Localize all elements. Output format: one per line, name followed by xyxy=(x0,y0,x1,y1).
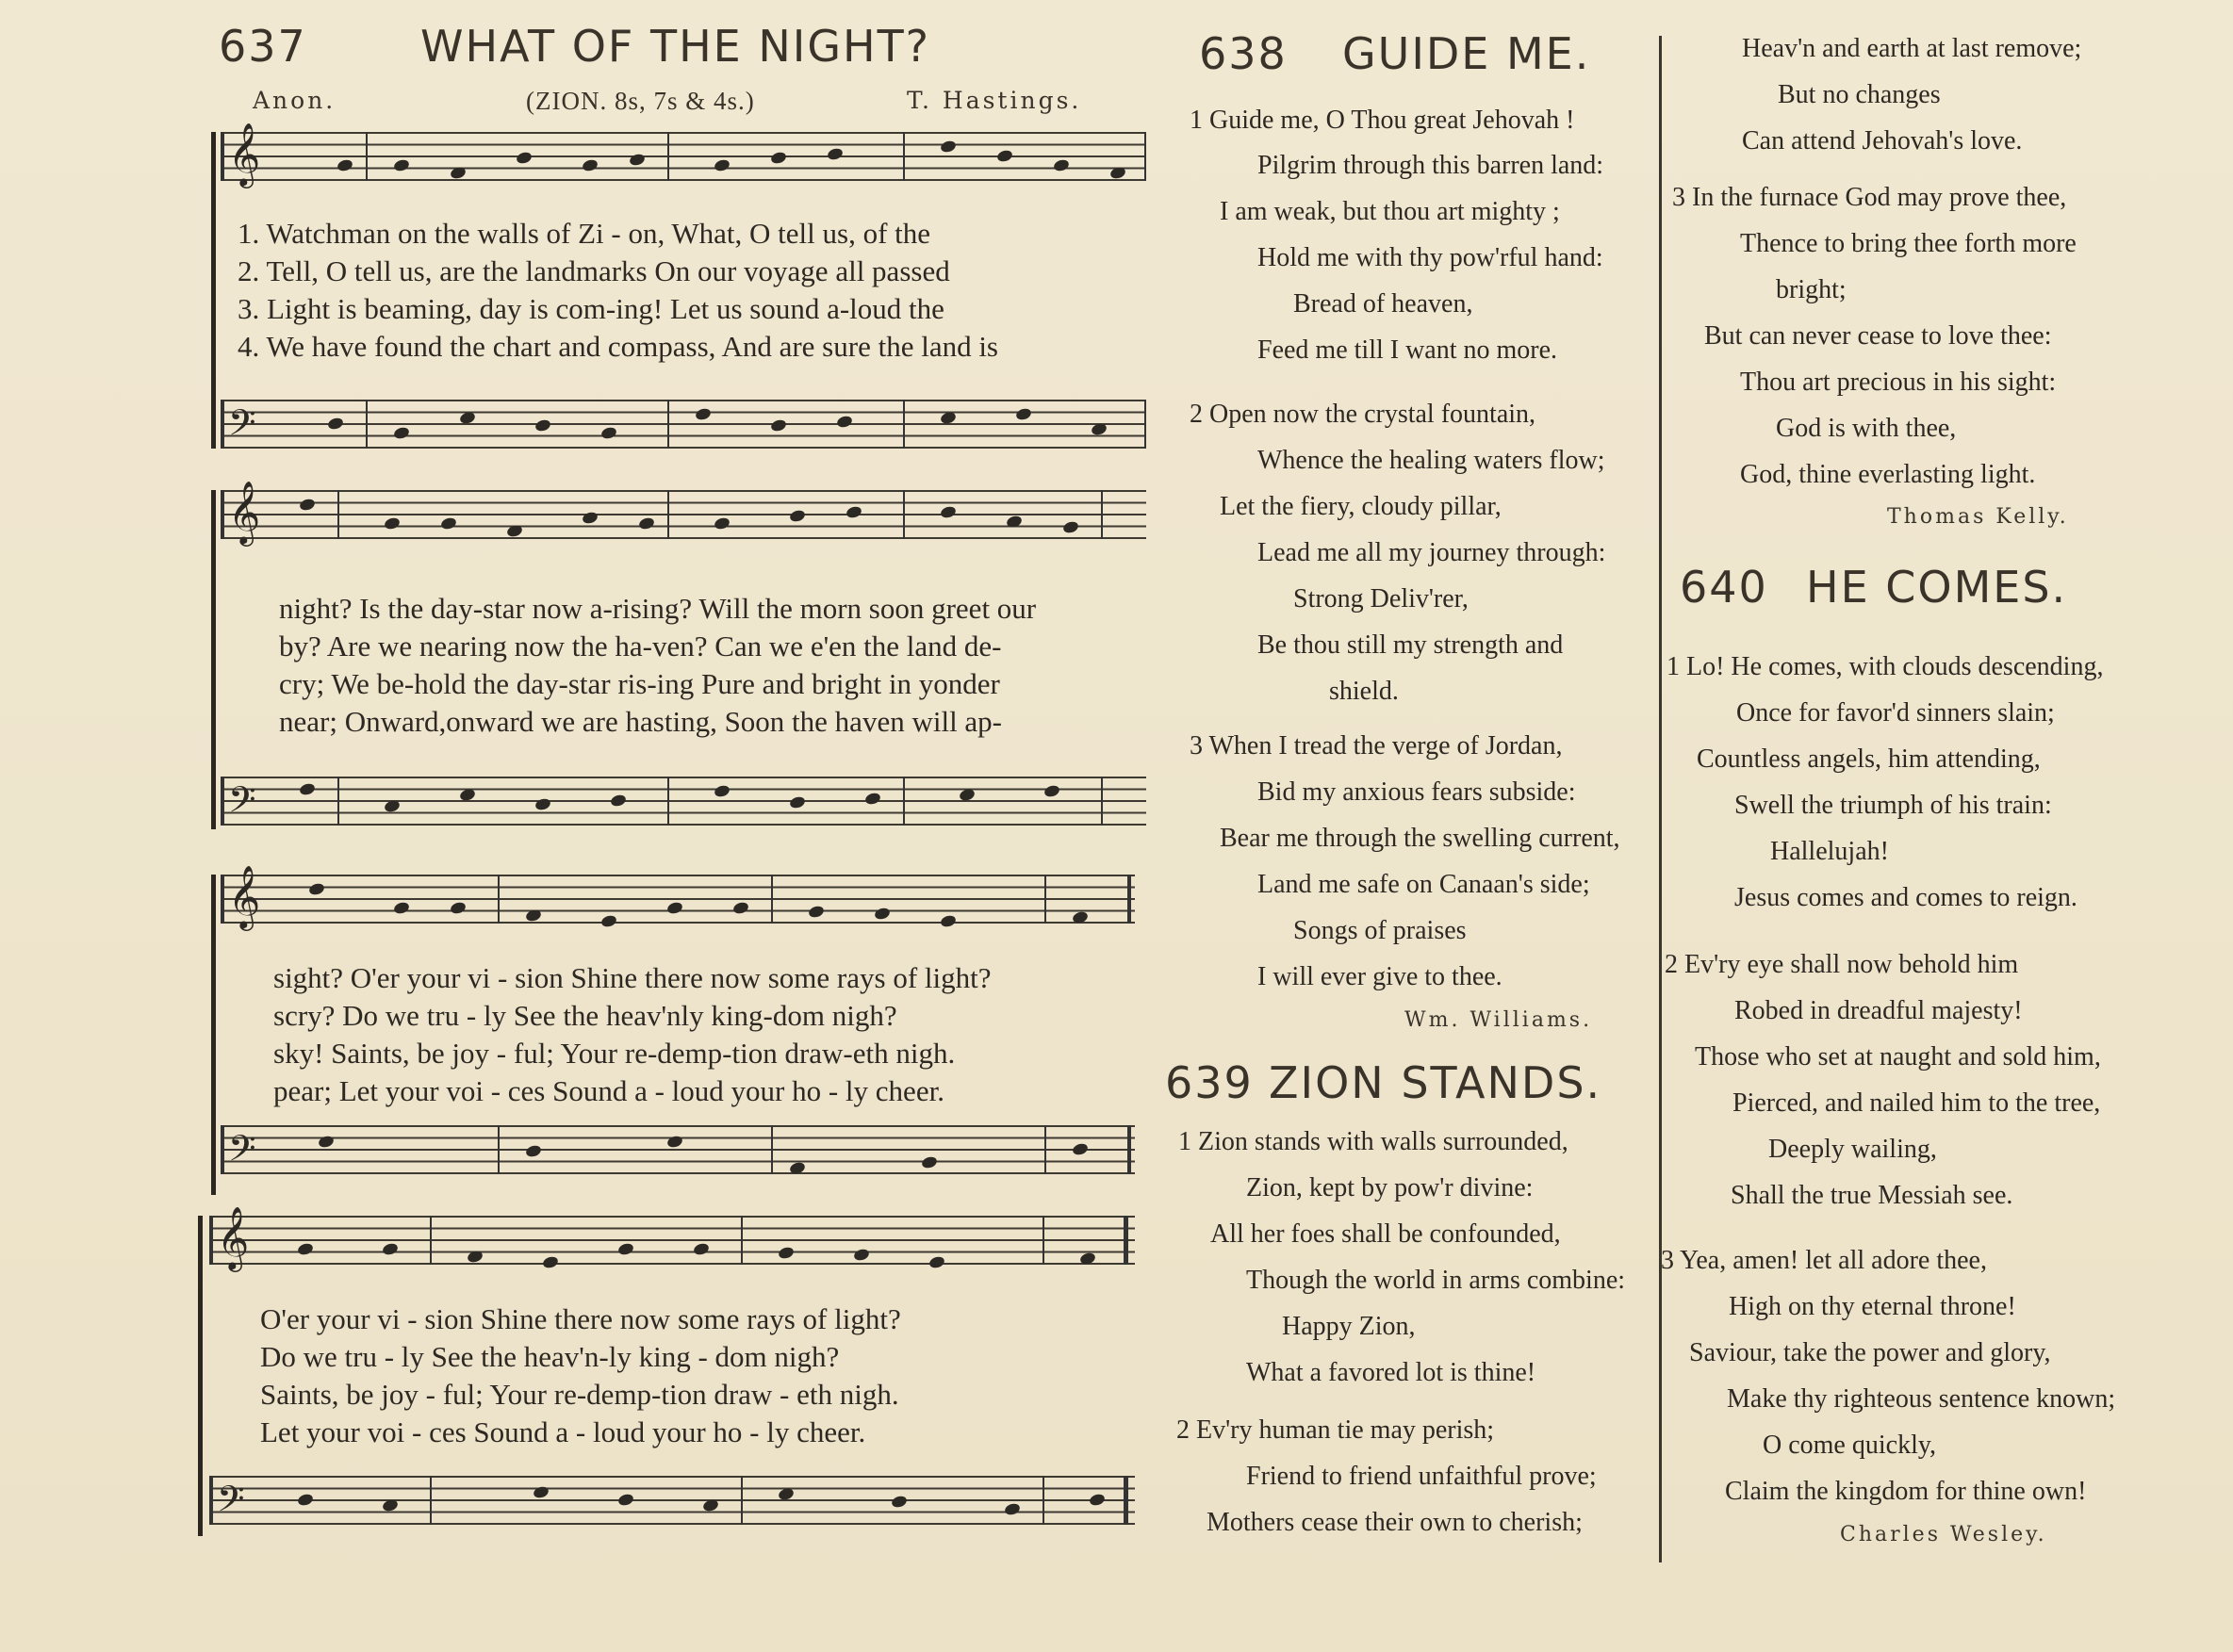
hymn-637-words-by: Anon. xyxy=(253,87,337,114)
bass-clef-icon: 𝄢 xyxy=(228,401,256,452)
hymn-638-line: Let the fiery, cloudy pillar, xyxy=(1220,492,1502,521)
bass-staff xyxy=(221,400,1146,452)
hymn-638-line: Hold me with thy pow'rful hand: xyxy=(1257,243,1603,272)
hymn-639-line: Happy Zion, xyxy=(1282,1312,1416,1341)
column-divider xyxy=(1659,36,1662,1562)
hymn-638-line: 2 Open now the crystal fountain, xyxy=(1190,400,1536,429)
treble-staff xyxy=(221,480,1146,544)
hymn-640-line: Once for favor'd sinners slain; xyxy=(1736,698,2055,728)
hymn-640-line: Claim the kingdom for thine own! xyxy=(1725,1477,2087,1506)
hymn-640-author: Charles Wesley. xyxy=(1840,1523,2047,1546)
hymn-638-line: Be thou still my strength and xyxy=(1257,630,1564,660)
hymn-639-line: But no changes xyxy=(1778,80,1941,109)
hymn-640-line: Countless angels, him attending, xyxy=(1697,744,2041,774)
verse-3-line-system-2: cry; We be-hold the day-star ris-ing Pure and bright in yonder xyxy=(279,667,1000,700)
hymn-640-number: 640 xyxy=(1680,562,1768,613)
verse-3-line-system-4: Saints, be joy - ful; Your re-demp-tion draw - eth nigh. xyxy=(260,1378,899,1411)
hymn-640-title: HE COMES. xyxy=(1806,562,2068,613)
treble-staff xyxy=(221,864,1135,928)
hymn-639-line: Mothers cease their own to cherish; xyxy=(1207,1508,1583,1537)
system-brace xyxy=(211,490,216,829)
hymn-639-line: Can attend Jehovah's love. xyxy=(1742,126,2023,155)
hymn-638-line: Pilgrim through this barren land: xyxy=(1257,151,1604,180)
hymn-639-line: Heav'n and earth at last remove; xyxy=(1742,34,2082,63)
verse-4-line-system-4: Let your voi - ces Sound a - loud your ho - ly cheer. xyxy=(260,1415,866,1448)
hymn-638-line: 3 When I tread the verge of Jordan, xyxy=(1190,731,1563,761)
verse-1-line-system-3: sight? O'er your vi - sion Shine there now some rays of light? xyxy=(273,961,992,994)
treble-staff xyxy=(221,122,1146,186)
hymn-638-line: Whence the healing waters flow; xyxy=(1257,446,1605,475)
hymn-640-line: Jesus comes and comes to reign. xyxy=(1734,883,2077,912)
bass-clef-icon: 𝄢 xyxy=(217,1478,245,1529)
bass-staff xyxy=(209,1476,1135,1529)
bass-clef-icon: 𝄢 xyxy=(228,778,256,829)
verse-1-line-system-1: 1. Watchman on the walls of Zi - on, What, O tell us, of the xyxy=(238,217,931,250)
treble-clef-icon: 𝄞 xyxy=(228,864,261,928)
verse-4-line-system-2: near; Onward,onward we are hasting, Soon the haven will ap- xyxy=(279,705,1003,738)
hymn-640-line: 3 Yea, amen! let all adore thee, xyxy=(1661,1246,1987,1275)
hymn-639-line: God is with thee, xyxy=(1776,414,1957,443)
verse-2-line-system-1: 2. Tell, O tell us, are the landmarks On our voyage all passed xyxy=(238,254,950,287)
hymn-639-line: 2 Ev'ry human tie may perish; xyxy=(1176,1415,1495,1445)
hymn-639-line: Zion, kept by pow'r divine: xyxy=(1246,1173,1534,1202)
hymn-639-line: Friend to friend unfaithful prove; xyxy=(1246,1462,1597,1491)
hymn-639-author: Thomas Kelly. xyxy=(1887,505,2069,529)
hymn-640-line: Deeply wailing, xyxy=(1768,1135,1937,1164)
hymn-640-line: Shall the true Messiah see. xyxy=(1731,1181,2013,1210)
hymn-640-line: Robed in dreadful majesty! xyxy=(1734,996,2023,1025)
system-brace xyxy=(211,132,216,449)
verse-3-line-system-1: 3. Light is beaming, day is com-ing! Let us sound a-loud the xyxy=(238,292,944,325)
hymn-640-line: Swell the triumph of his train: xyxy=(1734,791,2052,820)
verse-2-line-system-2: by? Are we nearing now the ha-ven? Can we e'en the land de- xyxy=(279,630,1002,662)
hymn-638-line: Bread of heaven, xyxy=(1293,289,1473,319)
hymn-638-line: Bear me through the swelling current, xyxy=(1220,824,1620,853)
hymn-640-line: Saviour, take the power and glory, xyxy=(1689,1338,2051,1367)
hymn-640-line: Pierced, and nailed him to the tree, xyxy=(1732,1088,2101,1118)
hymn-640-line: Make thy righteous sentence known; xyxy=(1727,1384,2116,1414)
treble-clef-icon: 𝄞 xyxy=(217,1205,250,1269)
hymn-639-line: But can never cease to love thee: xyxy=(1704,321,2052,351)
hymn-639-title: ZION STANDS. xyxy=(1269,1057,1602,1108)
hymn-639-line: bright; xyxy=(1776,275,1847,304)
hymn-639-line: 3 In the furnace God may prove thee, xyxy=(1672,183,2067,212)
system-brace xyxy=(198,1216,203,1536)
hymn-639-number: 639 xyxy=(1165,1057,1254,1108)
hymn-640-line: 1 Lo! He comes, with clouds descending, xyxy=(1667,652,2104,681)
hymn-638-line: Strong Deliv'rer, xyxy=(1293,584,1469,613)
bass-staff xyxy=(221,777,1146,829)
hymn-639-line: God, thine everlasting light. xyxy=(1740,460,2036,489)
treble-staff xyxy=(209,1205,1135,1269)
hymn-637-tune: (ZION. 8s, 7s & 4s.) xyxy=(526,87,755,115)
bass-clef-icon: 𝄢 xyxy=(228,1127,256,1178)
hymn-638-line: Lead me all my journey through: xyxy=(1257,538,1606,567)
hymn-637-title: WHAT OF THE NIGHT? xyxy=(420,21,931,72)
system-brace xyxy=(211,875,216,1195)
verse-2-line-system-3: scry? Do we tru - ly See the heav'nly king-dom nigh? xyxy=(273,999,897,1032)
hymn-640-line: Hallelujah! xyxy=(1770,837,1889,866)
hymn-640-line: High on thy eternal throne! xyxy=(1729,1292,2016,1321)
verse-1-line-system-2: night? Is the day-star now a-rising? Will the morn soon greet our xyxy=(279,592,1037,625)
hymn-638-line: 1 Guide me, O Thou great Jehovah ! xyxy=(1190,106,1575,135)
hymn-640-line: O come quickly, xyxy=(1763,1431,1937,1460)
hymn-640-line: Those who set at naught and sold him, xyxy=(1695,1042,2101,1071)
hymn-639-line: All her foes shall be confounded, xyxy=(1210,1219,1561,1249)
bass-staff xyxy=(221,1125,1135,1178)
verse-3-line-system-3: sky! Saints, be joy - ful; Your re-demp-tion draw-eth nigh. xyxy=(273,1037,956,1070)
hymn-638-number: 638 xyxy=(1199,28,1288,79)
hymn-638-line: Bid my anxious fears subside: xyxy=(1257,777,1576,807)
treble-clef-icon: 𝄞 xyxy=(228,122,261,186)
verse-2-line-system-4: Do we tru - ly See the heav'n-ly king - dom nigh? xyxy=(260,1340,840,1373)
verse-1-line-system-4: O'er your vi - sion Shine there now some rays of light? xyxy=(260,1302,901,1335)
treble-clef-icon: 𝄞 xyxy=(228,480,261,544)
hymn-639-line: Thou art precious in his sight: xyxy=(1740,368,2057,397)
hymn-638-line: I will ever give to thee. xyxy=(1257,962,1502,991)
hymn-638-title: GUIDE ME. xyxy=(1342,28,1591,79)
hymn-638-line: Land me safe on Canaan's side; xyxy=(1257,870,1590,899)
verse-4-line-system-3: pear; Let your voi - ces Sound a - loud your ho - ly cheer. xyxy=(273,1074,944,1107)
hymn-639-line: Thence to bring thee forth more xyxy=(1740,229,2077,258)
hymn-638-line: I am weak, but thou art mighty ; xyxy=(1220,197,1560,226)
hymn-638-author: Wm. Williams. xyxy=(1404,1008,1593,1032)
hymn-639-line: What a favored lot is thine! xyxy=(1246,1358,1536,1387)
hymn-638-line: Songs of praises xyxy=(1293,916,1467,945)
hymn-640-line: 2 Ev'ry eye shall now behold him xyxy=(1665,950,2019,979)
hymn-637-composer: T. Hastings. xyxy=(907,87,1082,114)
hymn-637-number: 637 xyxy=(219,21,307,72)
hymn-639-line: 1 Zion stands with walls surrounded, xyxy=(1178,1127,1568,1156)
hymn-638-line: shield. xyxy=(1329,677,1399,706)
verse-4-line-system-1: 4. We have found the chart and compass, And are sure the land is xyxy=(238,330,998,363)
hymn-638-line: Feed me till I want no more. xyxy=(1257,335,1558,365)
hymn-639-line: Though the world in arms combine: xyxy=(1246,1266,1626,1295)
